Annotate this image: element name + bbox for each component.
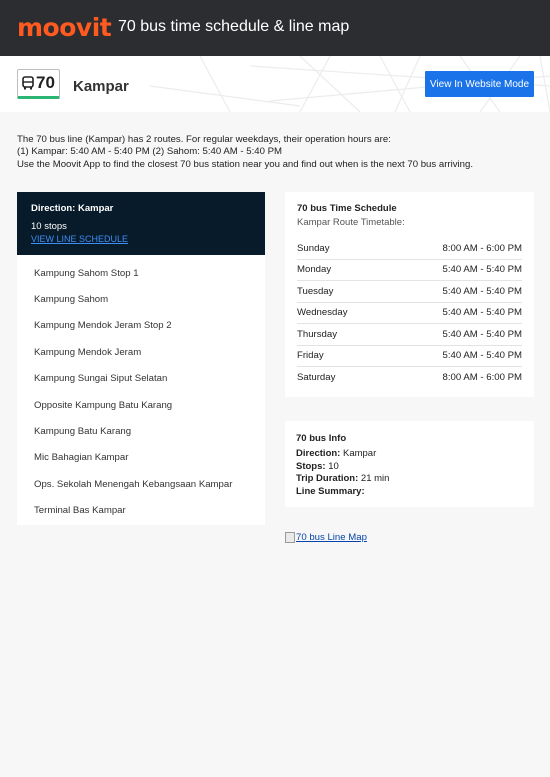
schedule-hours: 5:40 AM - 5:40 PM [442,264,522,276]
info-summary [296,486,523,498]
bus-info-card [285,421,534,507]
list-item[interactable]: Kampung Sahom Stop 1 [34,267,139,279]
info-direction [296,448,523,460]
line-map-link[interactable] [285,532,367,543]
table-row [297,367,522,389]
route-badge [17,69,60,99]
table-row [297,324,522,346]
website-mode-button[interactable]: View In Website Mode [425,71,534,97]
stop-list [17,255,265,525]
list-item[interactable]: Kampung Sahom [34,294,109,306]
table-row [297,260,522,282]
schedule-day: Tuesday [297,285,334,297]
page-title: 70 bus time schedule & line map [118,18,350,35]
schedule-hours: 8:00 AM - 6:00 PM [442,372,522,384]
broken-image-icon [285,532,295,543]
schedule-hours: 8:00 AM - 6:00 PM [442,242,522,254]
intro-line-2: (1) Kampar: 5:40 AM - 5:40 PM (2) Sahom: 5:40 AM - 5:40 PM [17,146,283,158]
schedule-day: Sunday [297,242,330,254]
table-row [297,281,522,303]
schedule-day: Saturday [297,372,336,384]
info-duration [296,473,523,485]
info-summary-label: Line Summary: [296,485,365,497]
schedule-day: Wednesday [297,307,348,319]
direction-stop-count: 10 stops [31,221,67,232]
schedule-hours: 5:40 AM - 5:40 PM [442,350,522,362]
info-stops-label: Stops: [296,460,326,472]
view-line-schedule-link[interactable]: VIEW LINE SCHEDULE [31,234,129,244]
intro-line-3: Use the Moovit App to find the closest 70 bus station near you and find out when is the next 70 bus arriving. [17,158,473,170]
route-header [0,56,550,112]
list-item[interactable]: Kampung Mendok Jeram Stop 2 [34,320,172,332]
table-row [297,303,522,325]
list-item[interactable]: Kampung Sungai Siput Selatan [34,373,168,385]
schedule-day: Friday [297,350,324,362]
direction-card [17,192,265,255]
info-duration-value: 21 min [360,473,390,485]
info-stops [296,461,523,473]
info-title: 70 bus Info [296,433,347,444]
schedule-hours: 5:40 AM - 5:40 PM [442,285,522,297]
table-row [297,346,522,368]
route-destination: Kampar [73,78,129,95]
list-item[interactable]: Ops. Sekolah Menengah Kebangsaan Kampar [34,478,233,490]
list-item[interactable]: Kampung Mendok Jeram [34,346,142,358]
intro-text [17,134,537,171]
info-direction-label: Direction: [296,448,341,460]
schedule-table [297,238,522,389]
schedule-title: 70 bus Time Schedule [297,203,397,214]
schedule-card [285,192,534,397]
schedule-day: Thursday [297,328,337,340]
line-map-link-text: 70 bus Line Map [296,532,367,543]
bus-icon [22,76,34,90]
list-item[interactable]: Opposite Kampung Batu Karang [34,399,173,411]
schedule-hours: 5:40 AM - 5:40 PM [442,307,522,319]
top-header [0,0,550,56]
intro-line-1: The 70 bus line (Kampar) has 2 routes. For regular weekdays, their operation hours are: [17,134,391,145]
table-row [297,238,522,260]
list-item[interactable]: Mic Bahagian Kampar [34,452,129,464]
schedule-subtitle: Kampar Route Timetable: [297,217,405,228]
list-item[interactable]: Terminal Bas Kampar [34,505,126,517]
info-direction-value: Kampar [342,448,377,460]
schedule-day: Monday [297,264,332,276]
info-duration-label: Trip Duration: [296,473,359,485]
list-item[interactable]: Kampung Batu Karang [34,426,132,438]
info-stops-value: 10 [328,460,339,472]
route-number: 70 [36,73,55,92]
moovit-logo[interactable]: moovit [17,13,112,42]
direction-title: Direction: Kampar [31,203,114,214]
schedule-hours: 5:40 AM - 5:40 PM [442,328,522,340]
